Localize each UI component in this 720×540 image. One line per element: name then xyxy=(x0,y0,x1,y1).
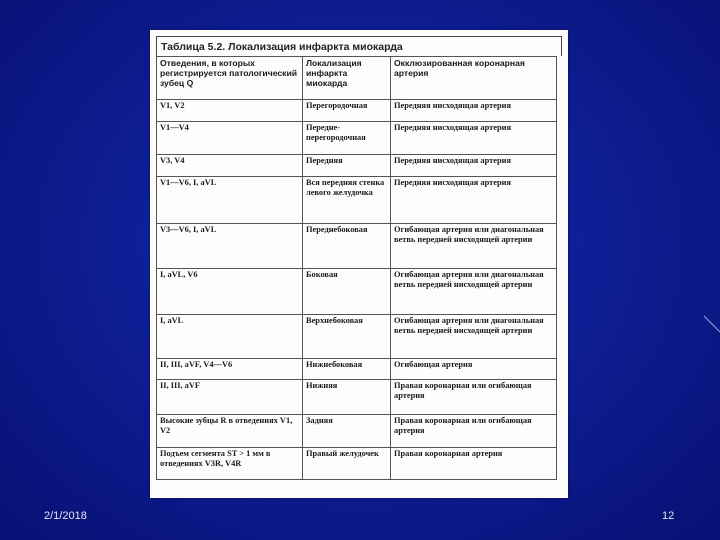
cell-localization: Верхнебоковая xyxy=(303,315,391,359)
table-row xyxy=(157,269,557,315)
cell-artery: Огибающая артерия xyxy=(391,359,557,380)
table-header-row xyxy=(157,57,557,100)
cell-leads: V1—V4 xyxy=(157,122,303,155)
cell-localization: Задняя xyxy=(303,415,391,448)
cell-localization: Нижнебоковая xyxy=(303,359,391,380)
cell-artery: Передняя нисходящая артерия xyxy=(391,155,557,177)
cell-leads: Высокие зубцы R в отведениях V1, V2 xyxy=(157,415,303,448)
cell-leads: II, III, aVF, V4—V6 xyxy=(157,359,303,380)
table-row xyxy=(157,448,557,480)
cell-artery: Правая коронарная или огибающая артерия xyxy=(391,415,557,448)
header-localization: Локализация инфаркта миокарда xyxy=(303,57,391,100)
cell-leads: Подъем сегмента ST > 1 мм в отведениях V3R, V4R xyxy=(157,448,303,480)
cell-artery: Передняя нисходящая артерия xyxy=(391,177,557,224)
cell-artery: Правая коронарная артерия xyxy=(391,448,557,480)
cell-artery: Огибающая артерия или диагональная ветвь передней нисходящей артерии xyxy=(391,315,557,359)
cell-localization: Передне-перегородочная xyxy=(303,122,391,155)
infarct-localization-table xyxy=(156,56,557,480)
table-row xyxy=(157,155,557,177)
table-row xyxy=(157,315,557,359)
scanned-table-image xyxy=(150,30,568,498)
table-row xyxy=(157,224,557,269)
cell-leads: V3—V6, I, aVL xyxy=(157,224,303,269)
cell-leads: I, aVL, V6 xyxy=(157,269,303,315)
cell-localization: Переднебоковая xyxy=(303,224,391,269)
cell-artery: Правая коронарная или огибающая артерия xyxy=(391,380,557,415)
cell-localization: Передняя xyxy=(303,155,391,177)
cell-localization: Боковая xyxy=(303,269,391,315)
cell-artery: Передняя нисходящая артерия xyxy=(391,122,557,155)
cell-leads: V1, V2 xyxy=(157,100,303,122)
slide-number: 12 xyxy=(662,510,675,522)
table-row xyxy=(157,122,557,155)
header-leads: Отведения, в которых регистрируется патологический зубец Q xyxy=(157,57,303,100)
cell-localization: Правый желудочек xyxy=(303,448,391,480)
cell-artery: Огибающая артерия или диагональная ветвь передней нисходящей артерии xyxy=(391,224,557,269)
table-title: Таблица 5.2. Локализация инфаркта миокарда xyxy=(156,36,562,56)
cell-leads: V1—V6, I, aVL xyxy=(157,177,303,224)
cell-leads: V3, V4 xyxy=(157,155,303,177)
cell-leads: II, III, aVF xyxy=(157,380,303,415)
table-row xyxy=(157,415,557,448)
header-artery: Окклюзированная коронарная артерия xyxy=(391,57,557,100)
table-row xyxy=(157,380,557,415)
cell-artery: Огибающая артерия или диагональная ветвь передней нисходящей артерии xyxy=(391,269,557,315)
cell-artery: Передняя нисходящая артерия xyxy=(391,100,557,122)
cell-localization: Вся передняя стенка левого желудочка xyxy=(303,177,391,224)
table-row xyxy=(157,177,557,224)
slide-date: 2/1/2018 xyxy=(44,510,87,522)
table-row xyxy=(157,100,557,122)
cell-localization: Нижняя xyxy=(303,380,391,415)
cell-leads: I, aVL xyxy=(157,315,303,359)
cell-localization: Перегородочная xyxy=(303,100,391,122)
table-row xyxy=(157,359,557,380)
